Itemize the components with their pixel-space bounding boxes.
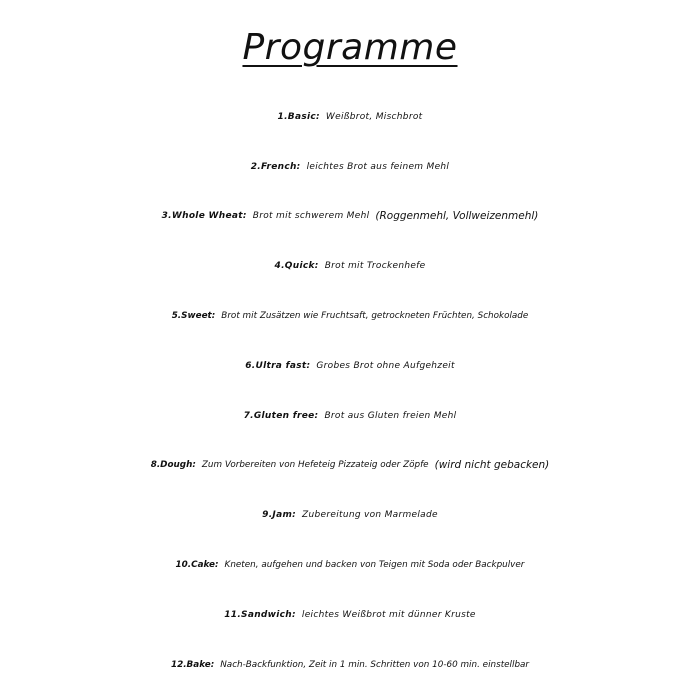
- program-note: (Roggenmehl, Vollweizenmehl): [375, 210, 539, 223]
- program-label: 1.Basic:: [277, 111, 320, 122]
- program-row-sandwich: [0, 590, 700, 640]
- program-label: 11.Sandwich:: [224, 609, 296, 620]
- page-title-text: Programme: [242, 27, 458, 68]
- program-label: 4.Quick:: [274, 261, 319, 272]
- program-row-sweet: [0, 291, 700, 341]
- program-row-jam: [0, 490, 700, 540]
- program-label: 5.Sweet:: [171, 311, 216, 322]
- page-title: [0, 24, 700, 72]
- program-row-gluten-free: [0, 391, 700, 441]
- program-label: 8.Dough:: [150, 460, 196, 471]
- program-list: [0, 92, 700, 690]
- program-description: Brot mit schwerem Mehl: [252, 211, 370, 222]
- program-label: 12.Bake:: [170, 659, 215, 670]
- program-row-basic: [0, 92, 700, 142]
- program-description: Zubereitung von Marmelade: [302, 510, 438, 521]
- program-description: leichtes Brot aus feinem Mehl: [306, 161, 450, 172]
- program-row-ultra-fast: [0, 341, 700, 391]
- program-row-dough: [0, 441, 700, 491]
- program-row-cake: [0, 540, 700, 590]
- program-label: 3.Whole Wheat:: [161, 211, 247, 222]
- program-description: leichtes Weißbrot mit dünner Kruste: [301, 609, 476, 620]
- program-description: Kneten, aufgehen und backen von Teigen mit Soda oder Backpulver: [224, 560, 525, 571]
- program-description: Grobes Brot ohne Aufgehzeit: [316, 360, 455, 371]
- program-label: 7.Gluten free:: [243, 410, 319, 421]
- program-description: Weißbrot, Mischbrot: [325, 111, 423, 122]
- program-label: 6.Ultra fast:: [245, 360, 311, 371]
- program-label: 2.French:: [250, 161, 301, 172]
- program-label: 10.Cake:: [175, 560, 219, 571]
- program-description: Brot mit Zusätzen wie Fruchtsaft, getrockneten Früchten, Schokolade: [221, 311, 529, 322]
- program-label: 9.Jam:: [262, 510, 297, 521]
- program-row-bake: [0, 640, 700, 690]
- program-description: Zum Vorbereiten von Hefeteig Pizzateig oder Zöpfe: [201, 460, 429, 471]
- program-row-quick: [0, 241, 700, 291]
- program-description: Brot mit Trockenhefe: [324, 261, 426, 272]
- program-description: Brot aus Gluten freien Mehl: [324, 410, 457, 421]
- program-row-whole-wheat: [0, 192, 700, 242]
- program-note: (wird nicht gebacken): [434, 459, 550, 472]
- program-row-french: [0, 142, 700, 192]
- program-description: Nach-Backfunktion, Zeit in 1 min. Schritten von 10-60 min. einstellbar: [220, 659, 530, 670]
